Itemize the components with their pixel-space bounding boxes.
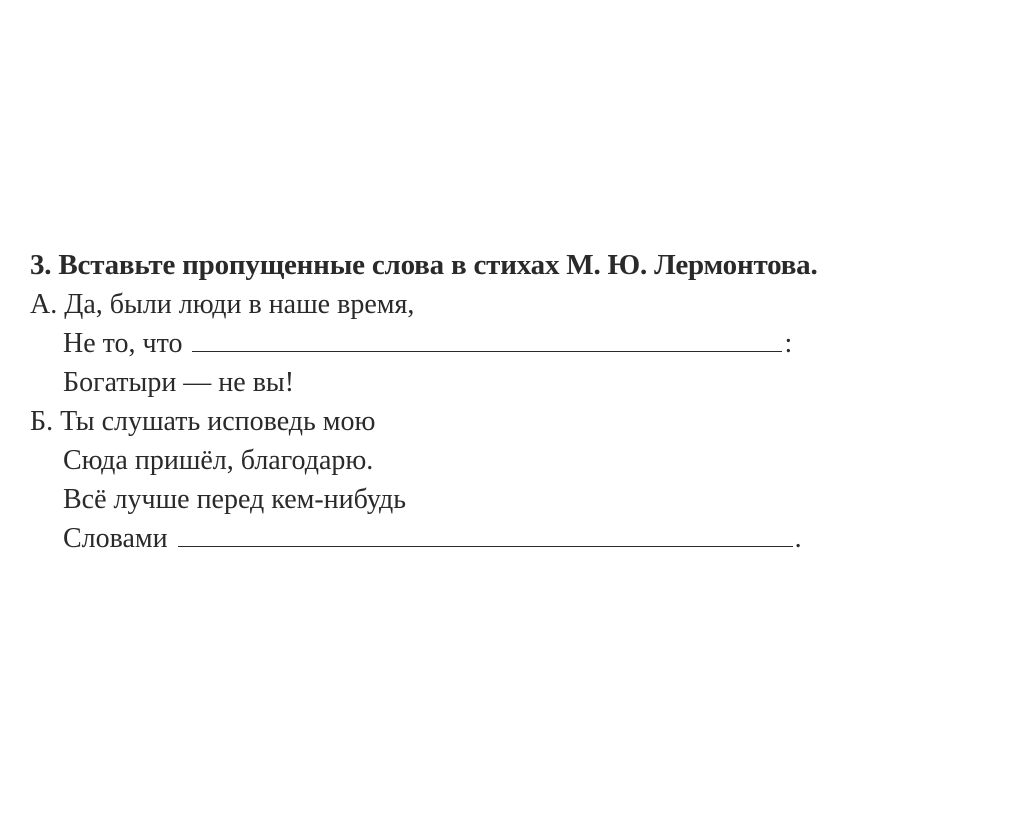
poem-a-line-2-punct: : [784, 328, 793, 359]
poem-b-line-2 [30, 441, 990, 480]
fill-in-blank-2[interactable] [178, 524, 793, 547]
poem-b-line-3 [30, 480, 990, 519]
poem-b-line-2-text: Сюда пришёл, благодарю. [63, 445, 374, 476]
poem-a-line-1 [30, 285, 990, 324]
poem-b-marker: Б. [30, 406, 54, 437]
poem-b-line-1-text: Ты слушать исповедь мою [60, 406, 376, 437]
poem-b-line-4-punct: . [794, 523, 802, 554]
poem-a-marker: А. [30, 289, 58, 320]
poem-b-line-4-text: Словами [63, 523, 168, 554]
exercise-block [30, 245, 990, 558]
poem-a-line-2 [30, 324, 990, 363]
poem-a-line-1-text: Да, были люди в наше время, [64, 289, 415, 320]
fill-in-blank-1[interactable] [192, 329, 782, 352]
poem-b-line-1 [30, 402, 990, 441]
poem-a-line-2-text: Не то, что [63, 328, 183, 359]
task-title: 3. Вставьте пропущенные слова в стихах М. Ю. Лермонтова. [30, 249, 818, 281]
poem-b-line-3-text: Всё лучше перед кем-нибудь [63, 484, 407, 515]
poem-a-line-3-text: Богатыри — не вы! [63, 367, 295, 398]
poem-b-line-4 [30, 519, 990, 558]
poem-a-line-3 [30, 363, 990, 402]
